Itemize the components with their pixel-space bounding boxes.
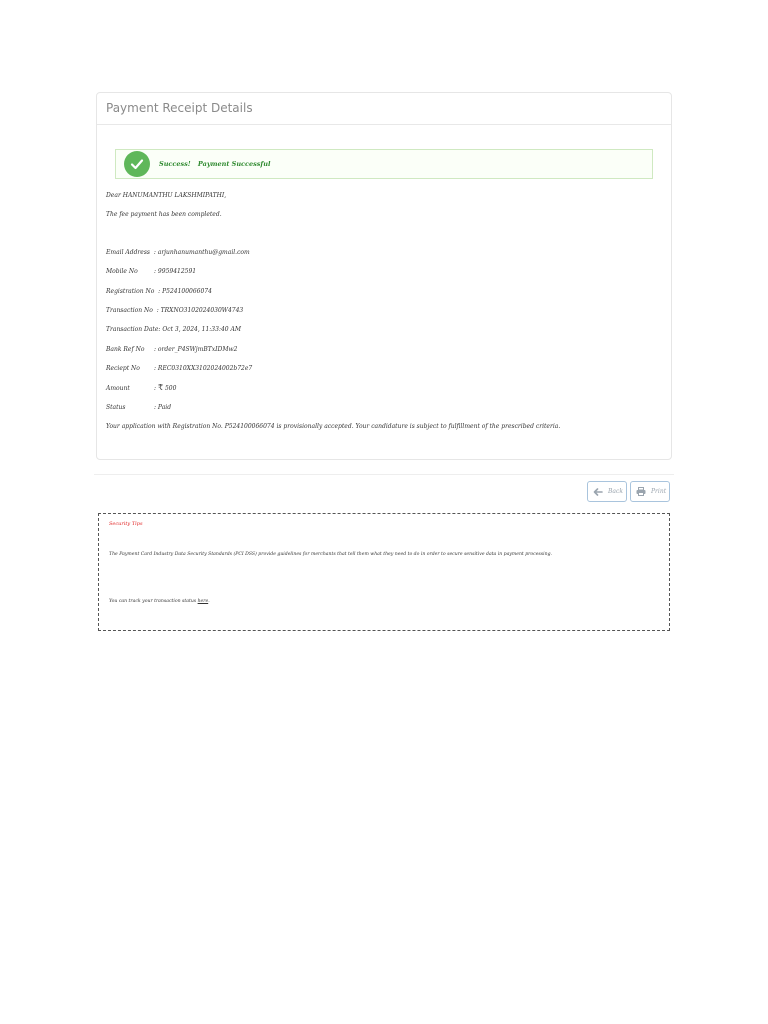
detail-label: Registration No [106, 288, 155, 295]
detail-label: Transaction No [106, 307, 153, 314]
track-status-link[interactable]: here [197, 599, 209, 604]
security-tips-title: Security Tips [109, 521, 143, 527]
security-tips-box [98, 513, 670, 631]
provisional-acceptance-note: Your application with Registration No. P524100066074 is provisionally accepted. Your candidature is subject to fulfillment of the prescribed criteria. [106, 423, 561, 430]
rupee-icon: ₹ [157, 383, 164, 392]
print-button-label: Print [651, 488, 667, 495]
check-circle-icon [124, 151, 150, 177]
arrow-left-icon [593, 488, 603, 496]
security-tips-body: The Payment Card Industry Data Security Standards (PCI DSS) provide guidelines for merchants that tell them what they need to do in order to secure sensitive data in payment processing. [109, 552, 552, 557]
detail-value: : 9959412591 [154, 268, 197, 275]
greeting-text: Dear HANUMANTHU LAKSHMIPATHI, [106, 192, 227, 199]
printer-icon [636, 487, 646, 496]
detail-value: : Paid [154, 404, 172, 411]
detail-row-mobile [106, 268, 196, 275]
detail-value: 500 [164, 385, 177, 392]
detail-label: Amount [106, 385, 130, 392]
divider [94, 474, 674, 475]
detail-row-email [106, 249, 250, 256]
detail-row-registration [106, 288, 212, 295]
detail-label: Email Address [106, 249, 150, 256]
alert-text [159, 160, 270, 168]
detail-label: Reciept No [106, 365, 140, 372]
detail-value: : Oct 3, 2024, 11:33:40 AM [158, 326, 241, 333]
detail-row-status [106, 404, 171, 411]
detail-label: Status [106, 404, 126, 411]
detail-label: Transaction Date [106, 326, 159, 333]
track-status-text [109, 599, 210, 604]
detail-label: Bank Ref No [106, 346, 145, 353]
detail-value: : P524100066074 [158, 288, 212, 295]
track-suffix: . [208, 599, 210, 604]
detail-value: : REC0310XX3102024002b72e7 [154, 365, 253, 372]
detail-value: : TRXNO3102024030W4743 [156, 307, 244, 314]
back-button-label: Back [608, 488, 623, 495]
success-alert [115, 149, 653, 179]
alert-label: Success! [159, 160, 191, 168]
completed-text: The fee payment has been completed. [106, 211, 222, 218]
detail-label: Mobile No [106, 268, 138, 275]
payment-receipt-panel [96, 92, 672, 460]
detail-value: : arjunhanumanthu@gmail.com [153, 249, 250, 256]
detail-row-amount [106, 383, 176, 392]
amount-prefix: : [154, 385, 157, 392]
detail-row-transaction-date [106, 326, 241, 333]
detail-row-transaction-no [106, 307, 243, 314]
print-button[interactable] [630, 481, 670, 502]
back-button[interactable] [587, 481, 627, 502]
detail-row-bank-ref [106, 346, 237, 353]
track-prefix: You can track your transaction status [109, 599, 198, 604]
detail-row-receipt-no [106, 365, 252, 372]
alert-message: Payment Successful [197, 160, 271, 168]
detail-value: : order_P4SWjmBTxIDMw2 [154, 346, 238, 353]
panel-title: Payment Receipt Details [97, 93, 671, 125]
